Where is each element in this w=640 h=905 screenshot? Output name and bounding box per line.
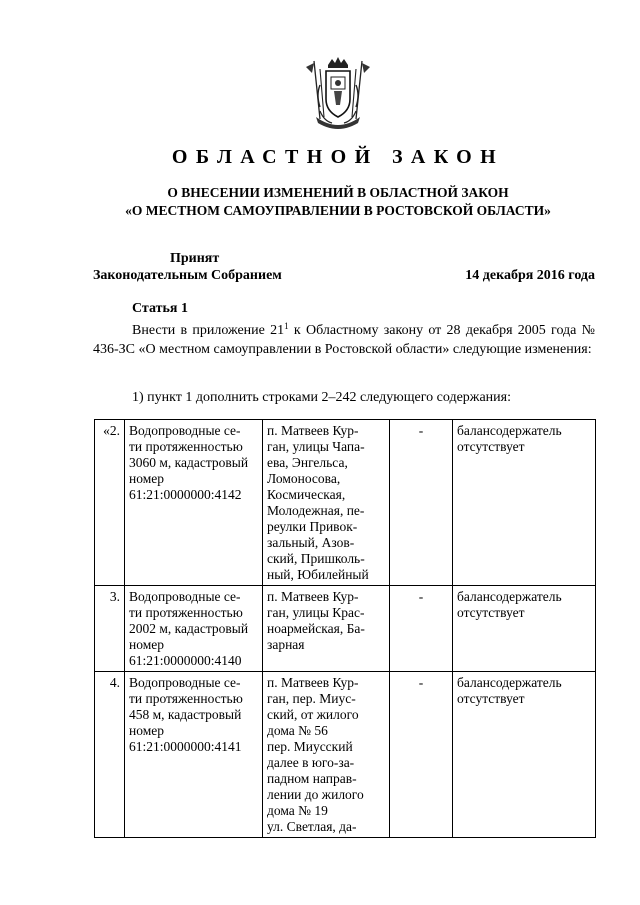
paragraph-amendment xyxy=(93,322,595,359)
object-description-cell xyxy=(125,586,263,672)
address-cell-line: ный, Юбилейный xyxy=(267,567,369,582)
balance-holder-cell-line: отсутствует xyxy=(457,691,525,706)
address-cell-line: Молодежная, пе- xyxy=(267,503,365,518)
address-cell-line: ский, Пришколь- xyxy=(267,551,365,566)
address-cell-line: ева, Энгельса, xyxy=(267,455,348,470)
balance-holder-cell xyxy=(453,586,596,672)
address-cell-line: ган, улицы Чапа- xyxy=(267,439,365,454)
adopted-by: Законодательным Собранием xyxy=(93,268,282,283)
object-description-cell-line: 458 м, кадастровый xyxy=(129,707,242,722)
address-cell-line: п. Матвеев Кур- xyxy=(267,675,359,690)
adopted-label: Принят xyxy=(170,251,220,266)
object-description-cell-line: ти протяженностью xyxy=(129,691,243,706)
row-number-cell: «2. xyxy=(95,420,125,586)
value-cell: - xyxy=(390,420,453,586)
address-cell-line: Космическая, xyxy=(267,487,346,502)
address-cell xyxy=(263,672,390,838)
balance-holder-cell-line: балансодержатель xyxy=(457,423,562,438)
paragraph-amendment-superscript: 1 xyxy=(284,321,289,331)
object-description-cell-line: Водопроводные се- xyxy=(129,589,241,604)
object-description-cell-line: ти протяженностью xyxy=(129,439,243,454)
property-table-body xyxy=(95,420,596,838)
object-description-cell-line: ти протяженностью xyxy=(129,605,243,620)
address-cell-line: падном направ- xyxy=(267,771,357,786)
address-cell-line: п. Матвеев Кур- xyxy=(267,423,359,438)
object-description-cell-line: 61:21:0000000:4141 xyxy=(129,739,242,754)
paragraph-item-1: 1) пункт 1 дополнить строками 2–242 следующего содержания: xyxy=(132,390,511,405)
object-description-cell-line: Водопроводные се- xyxy=(129,423,241,438)
address-cell-line: реулки Привок- xyxy=(267,519,358,534)
table-row xyxy=(95,586,596,672)
value-cell: - xyxy=(390,586,453,672)
object-description-cell xyxy=(125,672,263,838)
address-cell-line: дома № 19 xyxy=(267,803,328,818)
table-row xyxy=(95,420,596,586)
object-description-cell-line: 61:21:0000000:4140 xyxy=(129,653,242,668)
row-number-cell: 3. xyxy=(95,586,125,672)
paragraph-amendment-end: к Областному закону от 28 декабря 2005 года № 436-ЗС «О местном самоуправлении в Ростовской области» следующие изменения: xyxy=(93,323,595,357)
article-heading: Статья 1 xyxy=(132,301,188,316)
balance-holder-cell xyxy=(453,672,596,838)
law-subtitle-line2: «О МЕСТНОМ САМОУПРАВЛЕНИИ В РОСТОВСКОЙ ОБЛАСТИ» xyxy=(125,203,551,218)
object-description-cell-line: 61:21:0000000:4142 xyxy=(129,487,242,502)
table-row xyxy=(95,672,596,838)
address-cell-line: далее в юго-за- xyxy=(267,755,355,770)
address-cell-line: ноармейская, Ба- xyxy=(267,621,365,636)
address-cell-line: лении до жилого xyxy=(267,787,364,802)
address-cell-line: дома № 56 xyxy=(267,723,328,738)
address-cell-line: ган, пер. Миус- xyxy=(267,691,356,706)
balance-holder-cell-line: балансодержатель xyxy=(457,589,562,604)
address-cell-line: ский, от жилого xyxy=(267,707,359,722)
balance-holder-cell-line: отсутствует xyxy=(457,439,525,454)
address-cell-line: п. Матвеев Кур- xyxy=(267,589,359,604)
balance-holder-cell xyxy=(453,420,596,586)
value-cell: - xyxy=(390,672,453,838)
object-description-cell-line: номер xyxy=(129,637,165,652)
address-cell-line: зальный, Азов- xyxy=(267,535,355,550)
address-cell-line: ган, улицы Крас- xyxy=(267,605,365,620)
object-description-cell-line: номер xyxy=(129,471,165,486)
object-description-cell-line: номер xyxy=(129,723,165,738)
address-cell-line: ул. Светлая, да- xyxy=(267,819,357,834)
rostov-oblast-coat-of-arms-icon xyxy=(298,55,378,135)
address-cell-line: пер. Миусский xyxy=(267,739,353,754)
address-cell-line: Ломоносова, xyxy=(267,471,341,486)
address-cell xyxy=(263,420,390,586)
law-subtitle-line1: О ВНЕСЕНИИ ИЗМЕНЕНИЙ В ОБЛАСТНОЙ ЗАКОН xyxy=(167,185,509,200)
address-cell-line: зарная xyxy=(267,637,305,652)
object-description-cell-line: 2002 м, кадастровый xyxy=(129,621,249,636)
law-title: ОБЛАСТНОЙ ЗАКОН xyxy=(171,146,505,168)
address-cell xyxy=(263,586,390,672)
object-description-cell-line: Водопроводные се- xyxy=(129,675,241,690)
paragraph-amendment-start: Внести в приложение 21 xyxy=(132,323,285,338)
property-table xyxy=(94,419,596,838)
balance-holder-cell-line: балансодержатель xyxy=(457,675,562,690)
object-description-cell-line: 3060 м, кадастровый xyxy=(129,455,249,470)
row-number-cell: 4. xyxy=(95,672,125,838)
balance-holder-cell-line: отсутствует xyxy=(457,605,525,620)
adopted-date: 14 декабря 2016 года xyxy=(465,268,595,283)
object-description-cell xyxy=(125,420,263,586)
